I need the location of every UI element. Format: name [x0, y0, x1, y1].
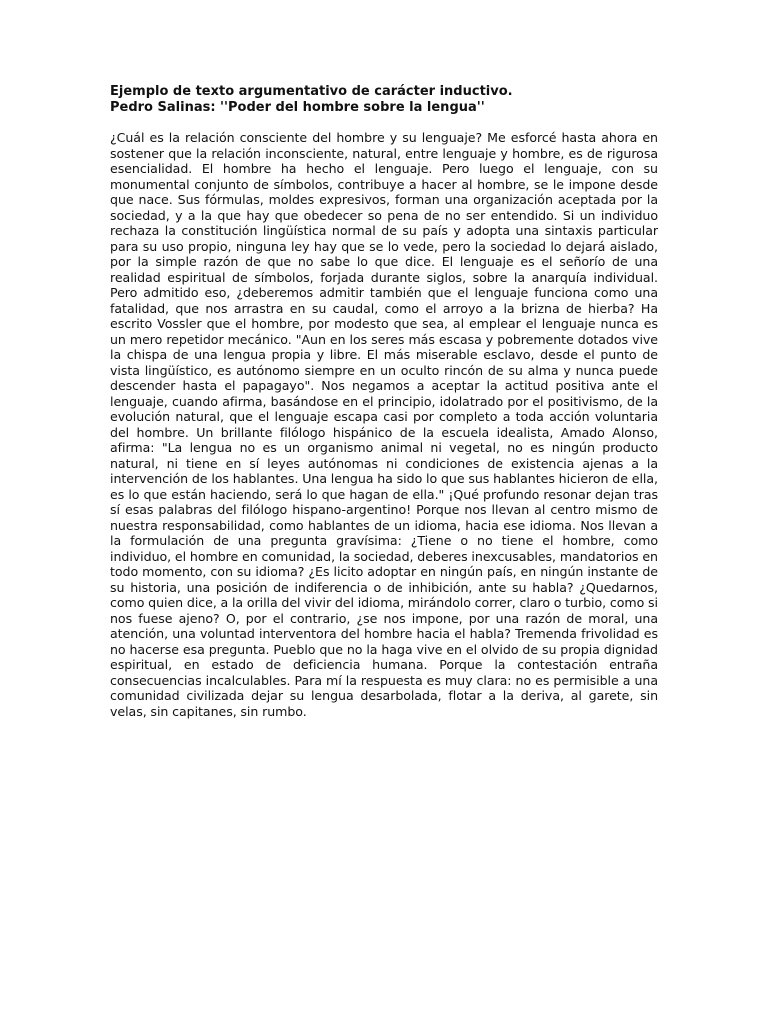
document-title: Ejemplo de texto argumentativo de carácter inductivo. [110, 84, 513, 99]
body-paragraph: ¿Cuál es la relación consciente del hombre y su lenguaje? Me esforcé hasta ahora en sostener que la relación inconsciente, natural, entre lenguaje y hombre, es de rigurosa esencialidad. El hombre ha hecho el lenguaje. Pero luego el lenguaje, con su monumental conjunto de símbolos, contribuye a hacer al hombre, se le impone desde que nace. Sus fórmulas, moldes expresivos, forman una organización aceptada por la sociedad, y a la que hay que obedecer so pena de no ser entendido. Si un individuo rechaza la constitución lingüística normal de su país y adopta una sintaxis particular para su uso propio, ninguna ley hay que se lo vede, pero la sociedad lo dejará aislado, por la simple razón de que no sabe lo que dice. El lenguaje es el señorío de una realidad espiritual de símbolos, forjada durante siglos, sobre la anarquía individual. Pero admitido eso, ¿deberemos admitir también que el lenguaje funciona como una fatalidad, que nos arrastra en su caudal, como el arroyo a la brizna de hierba? Ha escrito Vossler que el hombre, por modesto que sea, al emplear el lenguaje nunca es un mero repetidor mecánico. "Aun en los seres más escasa y pobremente dotados vive la chispa de una lengua propia y libre. El más miserable esclavo, desde el punto de vista lingüístico, es autónomo siempre en un oculto rincón de su alma y nunca puede descender hasta el papagayo". Nos negamos a aceptar la actitud positiva ante el lenguaje, cuando afirma, basándose en el principio, idolatrado por el positivismo, de la evolución natural, que el lenguaje escapa casi por completo a toda acción voluntaria del hombre. Un brillante filólogo hispánico de la escuela idealista, Amado Alonso, afirma: "La lengua no es un organismo animal ni vegetal, no es ningún producto natural, ni tiene en sí leyes autónomas ni condiciones de existencia ajenas a la intervención de los hablantes. Una lengua ha sido lo que sus hablantes hicieron de ella, es lo que están haciendo, será lo que hagan de ella." ¡Qué profundo resonar dejan tras sí esas palabras del filólogo hispano-argentino! Porque nos llevan al centro mismo de nuestra responsabilidad, como hablantes de un idioma, hacia ese idioma. Nos llevan a la formulación de una pregunta gravísima: ¿Tiene o no tiene el hombre, como individuo, el hombre en comunidad, la sociedad, deberes inexcusables, mandatorios en todo momento, con su idioma? ¿Es licito adoptar en ningún país, en ningún instante de su historia, una posición de indiferencia o de inhibición, ante su habla? ¿Quedarnos, como quien dice, a la orilla del vivir del idioma, mirándolo correr, claro o turbio, como si nos fuese ajeno? O, por el contrario, ¿se nos impone, por una razón de moral, una atención, una voluntad interventora del hombre hacia el habla? Tremenda frivolidad es no hacerse esa pregunta. Pueblo que no la haga vive en el olvido de su propia dignidad espiritual, en estado de deficiencia humana. Porque la contestación entraña consecuencias incalculables. Para mí la respuesta es muy clara: no es permisible a una comunidad civilizada dejar su lengua desarbolada, flotar a la deriva, al garete, sin velas, sin capitanes, sin rumbo. [110, 130, 658, 719]
document-page [110, 84, 658, 719]
document-subtitle: Pedro Salinas: ''Poder del hombre sobre la lengua'' [110, 99, 485, 115]
